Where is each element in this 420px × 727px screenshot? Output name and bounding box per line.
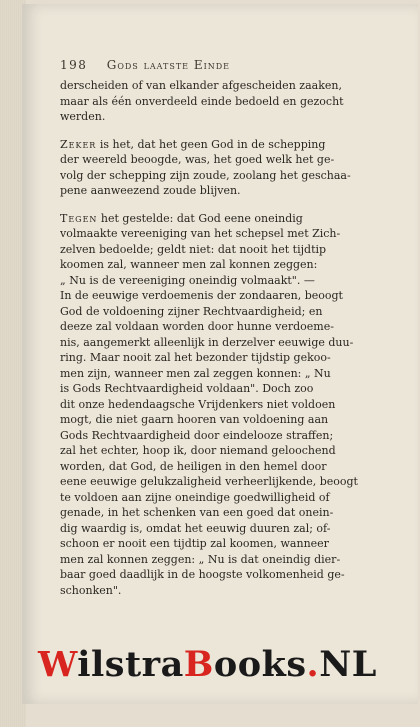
text-line: worden, dat God, de heiligen in den hemel door [60,459,327,473]
text-line: Gods Rechtvaardigheid door eindelooze straffen; [60,428,334,442]
text-line: is Gods Rechtvaardigheid voldaan". Doch zoo [60,382,314,395]
paragraph-lead-word: Zeker [60,137,97,151]
text-line: dig waardig is, omdat het eeuwig duuren zal; of- [60,521,331,535]
text-line: koomen zal, wanneer men zal konnen zeggen: [60,258,318,271]
watermark-logo [38,644,377,685]
watermark-nl: NL [319,644,377,685]
text-line: In de eeuwige verdoemenis der zondaaren, beoogt [60,289,343,302]
page-body [60,78,370,610]
text-line: dit onze hedendaagsche Vrijdenkers niet voldoen [60,397,336,411]
text-line: maar als één onverdeeld einde bedoeld en gezocht [60,94,344,108]
text-line: volg der schepping zijn zoude, zoolang het geschaa- [60,168,351,182]
watermark-ooks: ooks [213,644,307,685]
text-line: genade, in het schenken van een goed dat onein- [60,506,334,519]
text-line: mogt, die niet gaarn hooren van voldoening aan [60,413,329,426]
text-line: eene eeuwige gelukzaligheid verheerlijkende, beoogt [60,475,358,488]
text-line: der weereld beoogde, was, het goed welk het ge- [60,153,335,166]
text-line: deeze zal voldaan worden door hunne verdoeme- [60,320,334,333]
text-line: „ Nu is de vereeniging oneindig volmaakt". — [60,273,315,287]
text-line: men zijn, wanneer men zal zeggen konnen: „ Nu [60,366,331,380]
page-number: 198 [60,58,88,72]
text-line-rest: het gestelde: dat God eene oneindig [97,211,303,225]
text-line [60,137,370,153]
text-line: zal het echter, hoop ik, door niemand geloochend [60,444,336,457]
paragraph-lead-word: Tegen [60,211,98,225]
text-line-rest: is het, dat het geen God in de schepping [96,137,326,151]
text-line: derscheiden of van elkander afgescheiden zaaken, [60,79,342,92]
paragraph [60,137,370,199]
text-line [60,211,370,227]
text-line: te voldoen aan zijne oneindige goedwilligheid of [60,490,330,504]
watermark-initial-b: B [183,644,214,685]
watermark-dot: . [306,644,320,685]
watermark-initial-w: W [38,644,78,685]
text-line: schonken". [60,583,122,597]
text-line: men zal konnen zeggen: „ Nu is dat oneindig dier- [60,552,341,566]
text-line: zelven bedoelde; geldt niet: dat nooit het tijdtip [60,242,327,256]
text-line: ring. Maar nooit zal het bezonder tijdstip gekoo- [60,351,331,364]
text-line: pene aanweezend zoude blijven. [60,184,241,197]
running-header [60,58,370,72]
text-line: baar goed daadlijk in de hoogste volkomenheid ge- [60,568,345,581]
watermark-ilstra: ilstra [77,644,184,685]
paragraph [60,211,370,599]
text-line: schoon er nooit een tijdtip zal koomen, wanneer [60,537,329,550]
text-line: nis, aangemerkt alleenlijk in derzelver eeuwige duu- [60,335,354,349]
text-line: God de voldoening zijner Rechtvaardigheid; en [60,304,323,318]
text-line: volmaakte vereeniging van het schepsel met Zich- [60,227,341,240]
text-line: werden. [60,110,106,123]
paragraph [60,78,370,125]
running-title: Gods laatste Einde [106,58,230,72]
